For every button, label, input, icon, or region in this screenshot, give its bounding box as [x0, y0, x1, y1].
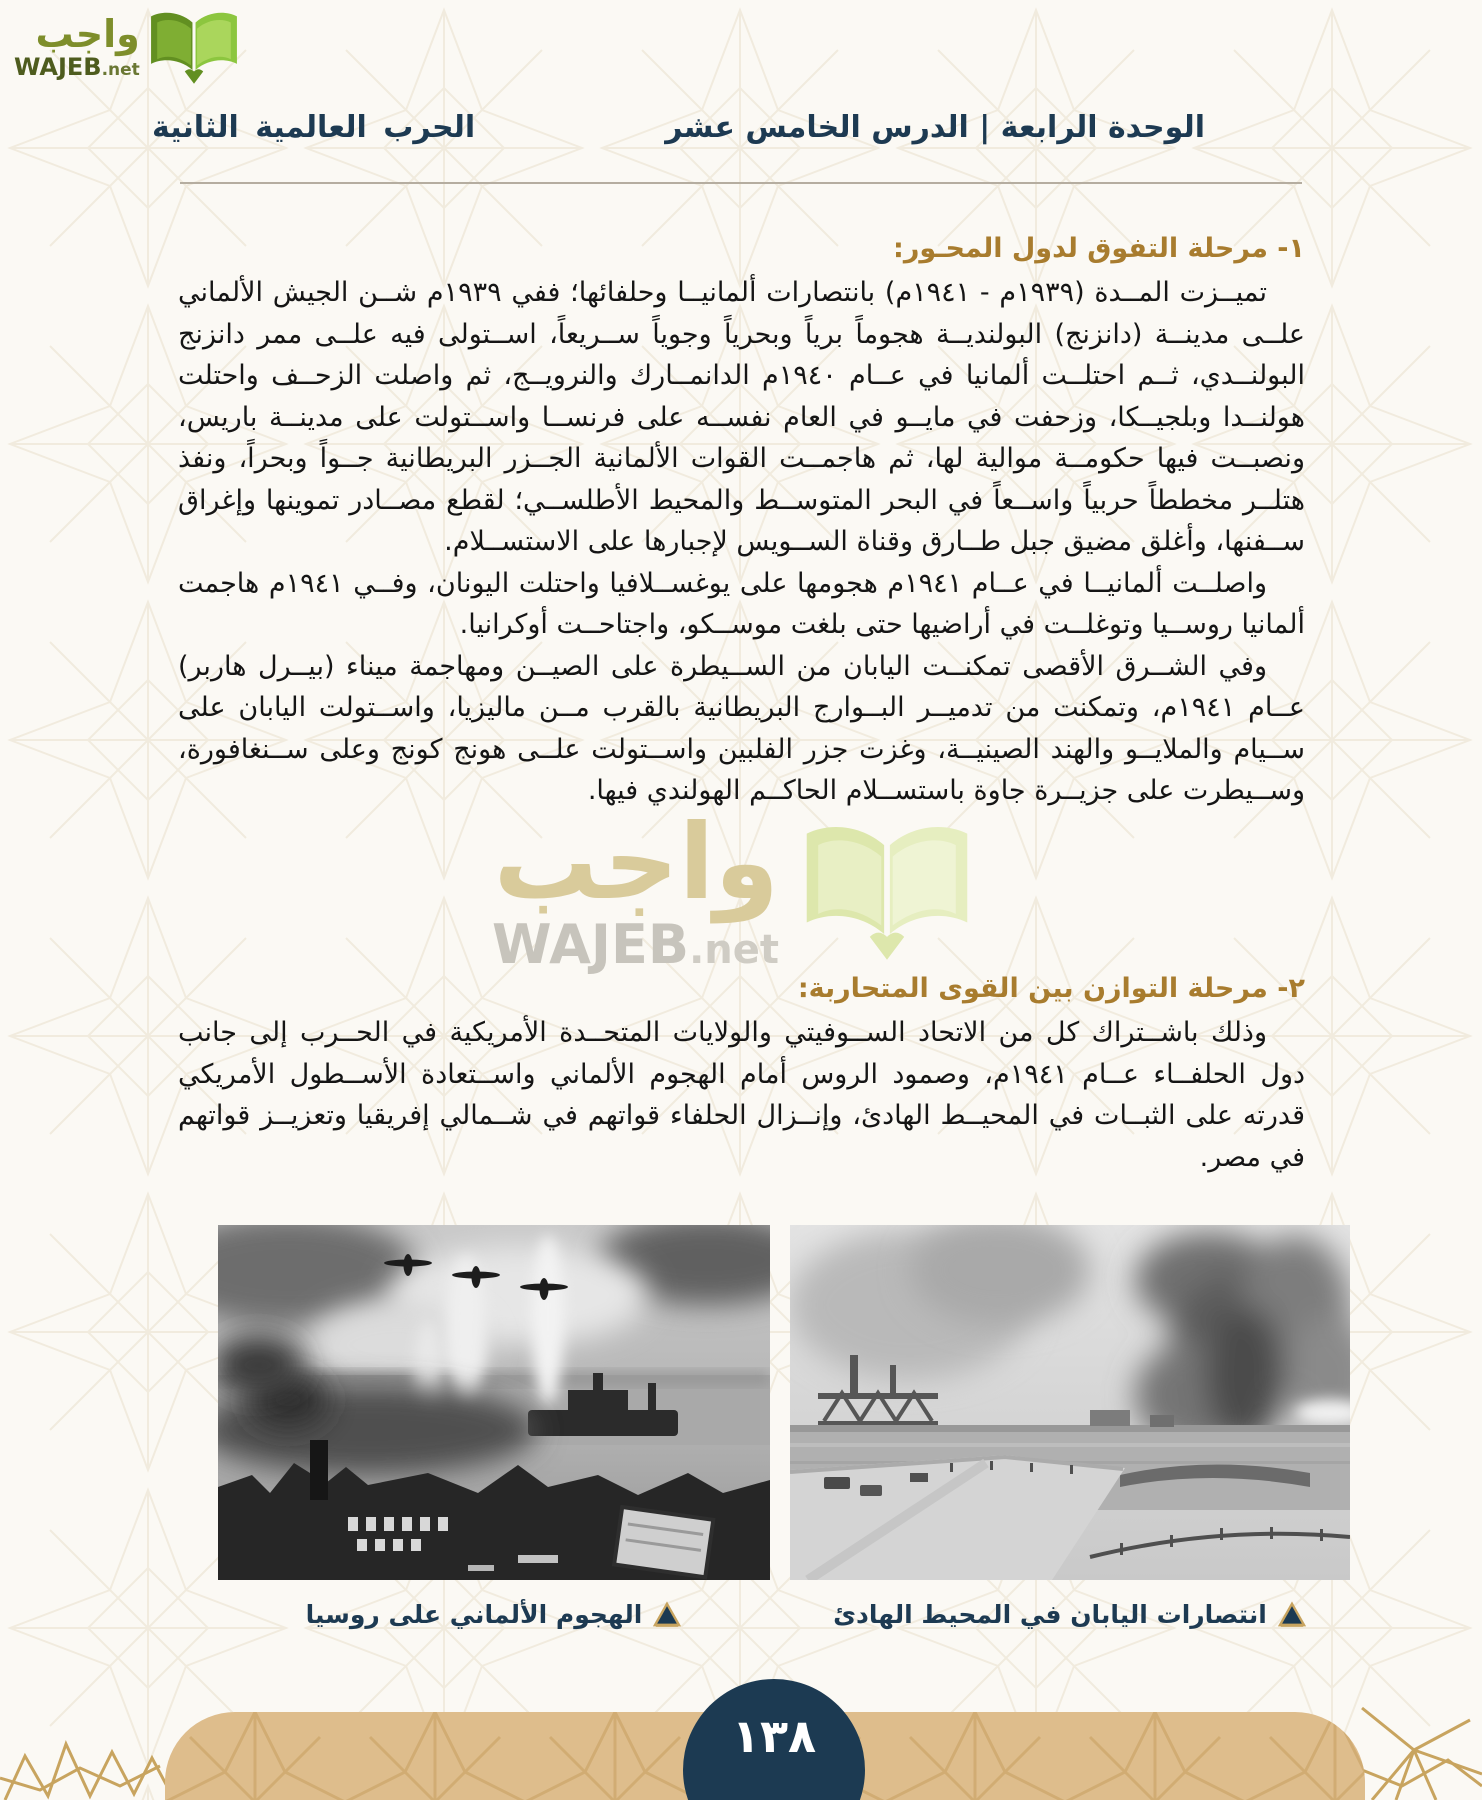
section-heading-1: ١- مرحلة التفوق لدول المحـور: [893, 233, 1305, 264]
section-balance-of-powers [178, 973, 1305, 1178]
section-axis-superiority [178, 233, 1305, 812]
watermark-book-icon [801, 800, 973, 982]
pyramid-bullet-icon [1277, 1601, 1307, 1629]
photo-japan-victories-pacific [790, 1225, 1350, 1580]
page-number: ١٣٨ [731, 1709, 817, 1763]
corner-ornament-left [0, 1738, 170, 1800]
header-chapter-title: الحرب العالمية الثانية [152, 110, 476, 145]
logo-book-icon [148, 8, 240, 86]
caption-text: انتصارات اليابان في المحيط الهادئ [833, 1600, 1267, 1629]
logo-name-arabic: واجب [35, 12, 140, 56]
caption-japan-victories [790, 1600, 1350, 1629]
section-heading-2: ٢- مرحلة التوازن بين القوى المتحاربة: [797, 973, 1305, 1004]
photo-german-attack-russia [218, 1225, 770, 1580]
logo-name-english: WAJEB.net [14, 53, 140, 81]
corner-ornament-right [1352, 1690, 1482, 1800]
header-divider [180, 182, 1302, 184]
figure-german-attack-russia [218, 1225, 770, 1580]
paragraph: واصلــت ألمانيــا في عــام ١٩٤١م هجومها على يوغســلافيا واحتلت اليونان، وفــي ١٩٤١م هاجمت ألمانيا روســيا وتوغلــت في أراضيها حتى بلغت موســكو، واجتاحــت أوكرانيا. [178, 567, 1305, 640]
header-unit-lesson: الوحدة الرابعة | الدرس الخامس عشر [665, 110, 1205, 145]
pyramid-bullet-icon [652, 1601, 682, 1629]
paragraph: وفي الشــرق الأقصى تمكنــت اليابان من الســيطرة على الصيــن ومهاجمة ميناء (بيــرل هاربر) عــام ١٩٤١م، وتمكنت من تدميــر البــوارج البريطانية بالقرب مــن ماليزيا، واســتولت اليابان على ســيام والملايــو والهند الصينيــة، وغزت جزر الفلبين واســتولت علــى هونج كونج وعلى ســنغافورة، وســيطرت على جزيــرة جاوة باستســلام الحاكــم الهولندي فيها. [178, 650, 1305, 806]
wajeb-watermark [492, 800, 973, 982]
watermark-name-arabic: واجب [493, 801, 779, 923]
figure-japan-victories [790, 1225, 1350, 1580]
caption-german-attack [218, 1600, 770, 1629]
watermark-name-english: WAJEB.net [492, 913, 779, 976]
caption-text: الهجوم الألماني على روسيا [305, 1600, 643, 1629]
wajeb-logo [14, 8, 240, 86]
paragraph: تميــزت المــدة (١٩٣٩م - ١٩٤١م) بانتصارات ألمانيــا وحلفائها؛ ففي ١٩٣٩م شــن الجيش الألماني علــى مدينــة (دانزنج) البولنديــة هجوماً برياً وبحرياً وجوياً ســريعاً، اســتولى فيه علــى ممر دانزنج البولنــدي، ثــم احتلــت ألمانيا في عــام ١٩٤٠م الدانمــارك والنرويــج، ثم واصلت الزحــف واحتلت هولنــدا وبلجيــكا، وزحفت في مايــو في العام نفســه على فرنســا واســتولت على مدينــة باريس، ونصبــت فيها حكومــة موالية لها، ثم هاجمــت القوات الألمانية الجــزر البريطانية جــواً وبحراً، ونفذ هتلــر مخططاً حربياً واســعاً في البحر المتوســط والمحيط الأطلســي؛ لقطع مصــادر تموينها وإغراق ســفنها، وأغلق مضيق جبل طــارق وقناة الســويس لإجبارها على الاستســلام. [178, 277, 1305, 557]
paragraph: وذلك باشــتراك كل من الاتحاد الســوفيتي والولايات المتحــدة الأمريكية في الحــرب إلى جانب دول الحلفــاء عــام ١٩٤١م، وصمود الروس أمام الهجوم الألماني واســتعادة الأســطول الأمريكي قدرته على الثبــات في المحيــط الهادئ، وإنــزال الحلفاء قواتهم في شــمالي إفريقيا وتعزيــز قواتهم في مصر. [178, 1017, 1306, 1173]
